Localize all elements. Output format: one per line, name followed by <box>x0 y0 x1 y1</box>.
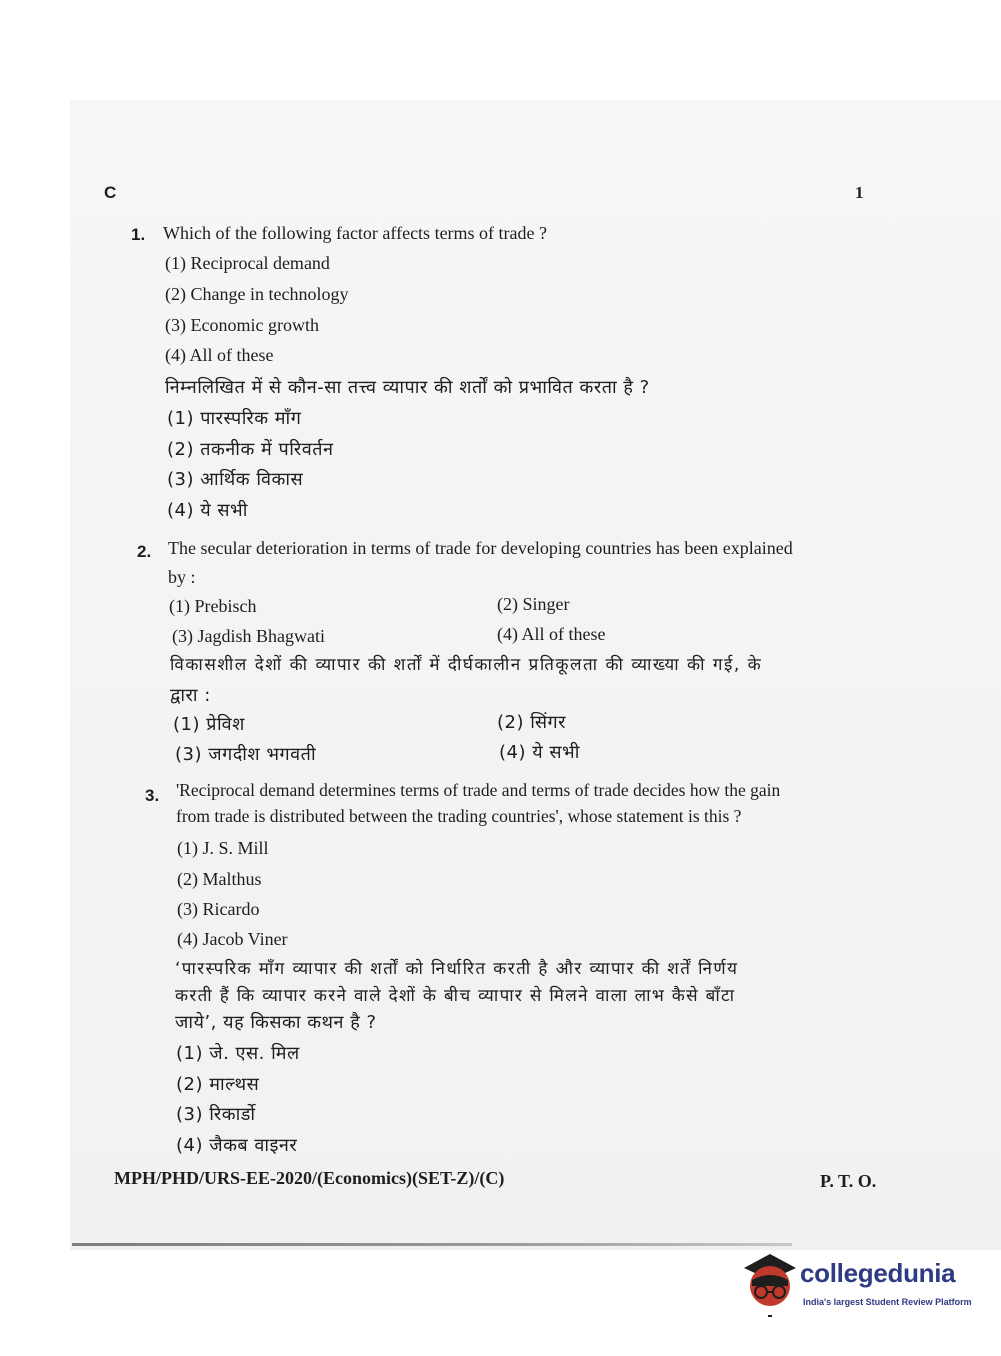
option-en: (4) All of these <box>497 624 606 644</box>
mascot-icon <box>744 1254 796 1316</box>
paper-code: MPH/PHD/URS-EE-2020/(Economics)(SET-Z)/(C) <box>114 1168 505 1188</box>
option-hi: (4) जैकब वाइनर <box>176 1135 298 1156</box>
set-letter: C <box>104 183 117 202</box>
option-en: (2) Singer <box>497 594 570 614</box>
page-edge-shadow <box>72 1243 792 1246</box>
option-hi: (3) जगदीश भगवती <box>175 744 317 765</box>
question-text-en: Which of the following factor affects terms of trade ? <box>163 223 548 243</box>
option-en: (3) Economic growth <box>165 315 319 335</box>
option-en: (3) Ricardo <box>177 899 260 919</box>
option-en: (4) Jacob Viner <box>177 929 288 949</box>
question-text-en: from trade is distributed between the trading countries', whose statement is this ? <box>176 806 742 826</box>
option-en: (4) All of these <box>165 345 274 365</box>
question-text-hi: विकासशील देशों की व्यापार की शर्तों में दीर्घकालीन प्रतिकूलता की व्याख्या की गई, के <box>170 655 763 675</box>
brand-name: collegedunia <box>800 1258 956 1288</box>
option-hi: (1) प्रेविश <box>173 714 245 735</box>
question-text-hi: ‘पारस्परिक माँग व्यापार की शर्तों को निर्धारित करती है और व्यापार की शर्तें निर्णय <box>175 959 739 979</box>
option-hi: (2) तकनीक में परिवर्तन <box>167 439 334 460</box>
option-hi: (3) आर्थिक विकास <box>167 469 304 490</box>
option-en: (1) Reciprocal demand <box>165 253 330 273</box>
option-hi: (2) सिंगर <box>497 712 567 733</box>
option-hi: (4) ये सभी <box>167 500 248 521</box>
question-text-en: The secular deterioration in terms of trade for developing countries has been explained <box>168 538 793 558</box>
option-en: (2) Change in technology <box>165 284 349 304</box>
option-en: (1) J. S. Mill <box>177 838 269 858</box>
option-hi: (4) ये सभी <box>499 742 580 763</box>
option-hi: (1) जे. एस. मिल <box>176 1043 300 1064</box>
brand-tagline: India's largest Student Review Platform <box>803 1297 972 1307</box>
question-text-hi: करती हैं कि व्यापार करने वाले देशों के बीच व्यापार से मिलने वाला लाभ कैसे बाँटा <box>175 986 736 1006</box>
option-en: (3) Jagdish Bhagwati <box>172 626 325 646</box>
option-en: (2) Malthus <box>177 869 262 889</box>
question-text-hi: जाये’, यह किसका कथन है ? <box>175 1012 377 1033</box>
question-text-hi: निम्नलिखित में से कौन-सा तत्त्व व्यापार की शर्तों को प्रभावित करता है ? <box>165 377 650 398</box>
question-text-hi: द्वारा : <box>170 685 211 706</box>
option-en: (1) Prebisch <box>169 596 257 616</box>
question-text-en: by : <box>168 567 196 587</box>
question-number: 2. <box>137 542 152 561</box>
page-number: 1 <box>855 183 864 202</box>
option-hi: (3) रिकार्डो <box>176 1104 256 1125</box>
question-text-en: 'Reciprocal demand determines terms of trade and terms of trade decides how the gain <box>176 780 781 800</box>
option-hi: (1) पारस्परिक माँग <box>167 408 302 429</box>
pto-label: P. T. O. <box>820 1171 877 1191</box>
question-number: 3. <box>145 786 160 805</box>
option-hi: (2) माल्थस <box>176 1074 260 1095</box>
question-number: 1. <box>131 225 146 244</box>
